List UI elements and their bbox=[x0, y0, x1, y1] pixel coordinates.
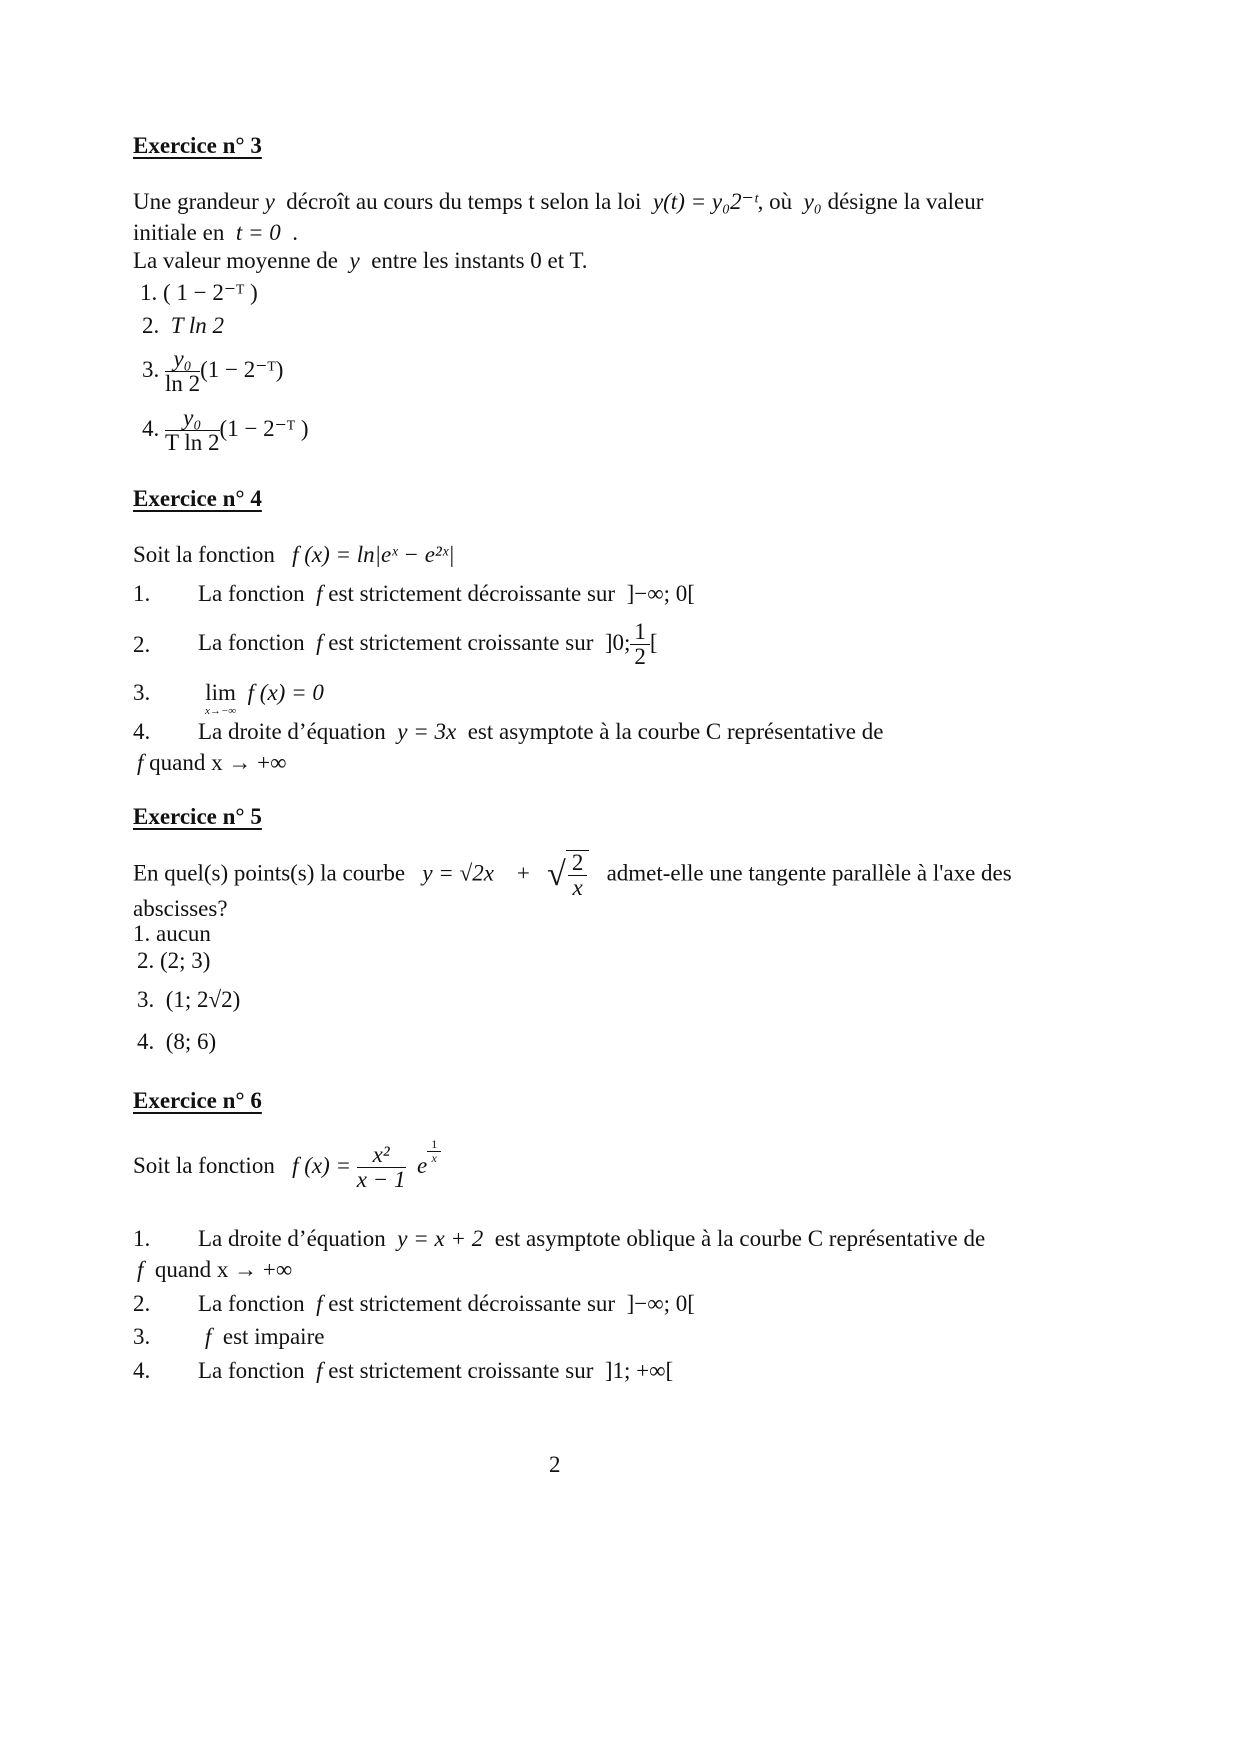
function-definition: f (x) = ln|eˣ − e²ˣ| bbox=[292, 542, 455, 567]
ex5-option-4: 4. (8; 6) bbox=[137, 1029, 217, 1054]
ex6-statement-1-cont: f quand x → +∞ bbox=[137, 1257, 293, 1282]
ex4-statement-1: 1. La fonction f est strictement décroissante sur ]−∞; 0[ bbox=[133, 581, 695, 606]
page-number: 2 bbox=[549, 1452, 561, 1477]
ex5-question-line-1: En quel(s) points(s) la courbe y = √2x + √ $\frac{2}{x}$ admet-elle une tangente parallèle à l'axe des bbox=[133, 850, 1012, 900]
exercise-5-title: Exercice n° 5 bbox=[133, 804, 262, 829]
ex4-statement-2: 2. La fonction f est strictement croissante sur ]0; $\frac{1}{2}$ [ bbox=[133, 619, 658, 669]
exercise-6-title: Exercice n° 6 bbox=[133, 1088, 262, 1113]
ex6-intro: Soit la fonction f (x) = $\frac{\text{x²}}{x - 1}$ e $\frac{1}{x}$ bbox=[133, 1143, 441, 1192]
ex4-statement-3: 3. lim x→−∞ f (x) = 0 bbox=[133, 680, 324, 717]
decay-law: y(t) = y₀2⁻ᵗ bbox=[652, 189, 758, 214]
fraction: $\frac{\text{y₀}}{\ln 2}$ bbox=[165, 346, 201, 396]
ex4-statement-4-cont: f quand x → +∞ bbox=[137, 750, 287, 775]
ex4-intro: Soit la fonction f (x) = ln|eˣ − e²ˣ| bbox=[133, 542, 455, 567]
ex4-statement-4: 4. La droite d’équation y = 3x est asymptote à la courbe C représentative de bbox=[133, 719, 884, 744]
ex3-option-4: 4. $\frac{\text{y₀}}{\text{T ln 2}}$ (1 − 2⁻ᵀ ) bbox=[142, 405, 309, 455]
exponent-fraction: $\frac{1}{x}$ bbox=[427, 1138, 441, 1165]
ex6-statement-4: 4. La fonction f est strictement croissante sur ]1; +∞[ bbox=[133, 1358, 674, 1383]
ex5-option-1: 1. aucun bbox=[133, 921, 211, 946]
exercise-3-title: Exercice n° 3 bbox=[133, 133, 262, 158]
ex3-line-2: initiale en t = 0 . bbox=[133, 220, 298, 245]
fraction: $\frac{\text{y₀}}{\text{T ln 2}}$ bbox=[165, 405, 220, 455]
ex5-option-3: 3. (1; 2√2) bbox=[137, 987, 241, 1012]
ex6-statement-1: 1. La droite d’équation y = x + 2 est asymptote oblique à la courbe C représentative de bbox=[133, 1226, 986, 1251]
ex3-option-2: 2. T ln 2 bbox=[142, 313, 225, 338]
ex3-line-1: Une grandeur y décroît au cours du temps t selon la loi y(t) = y₀2⁻ᵗ, où y₀ désigne la valeur bbox=[133, 189, 984, 214]
ex3-option-1: 1. ( 1 − 2⁻ᵀ ) bbox=[140, 280, 258, 305]
ex5-question-line-2: abscisses? bbox=[133, 896, 228, 921]
ex3-option-3: 3. $\frac{\text{y₀}}{\ln 2}$ (1 − 2⁻ᵀ) bbox=[142, 346, 284, 396]
fraction: $\frac{\text{x²}}{x - 1}$ bbox=[356, 1142, 406, 1192]
ex6-statement-3: 3. f est impaire bbox=[133, 1324, 325, 1349]
ex5-option-2: 2. (2; 3) bbox=[137, 948, 211, 973]
sqrt-fraction: $\frac{2}{x}$ bbox=[566, 850, 590, 900]
fraction: $\frac{1}{2}$ bbox=[630, 620, 650, 669]
exercise-4-title: Exercice n° 4 bbox=[133, 486, 262, 511]
ex6-statement-2: 2. La fonction f est strictement décroissante sur ]−∞; 0[ bbox=[133, 1291, 695, 1316]
ex3-line-3: La valeur moyenne de y entre les instants 0 et T. bbox=[133, 248, 588, 273]
